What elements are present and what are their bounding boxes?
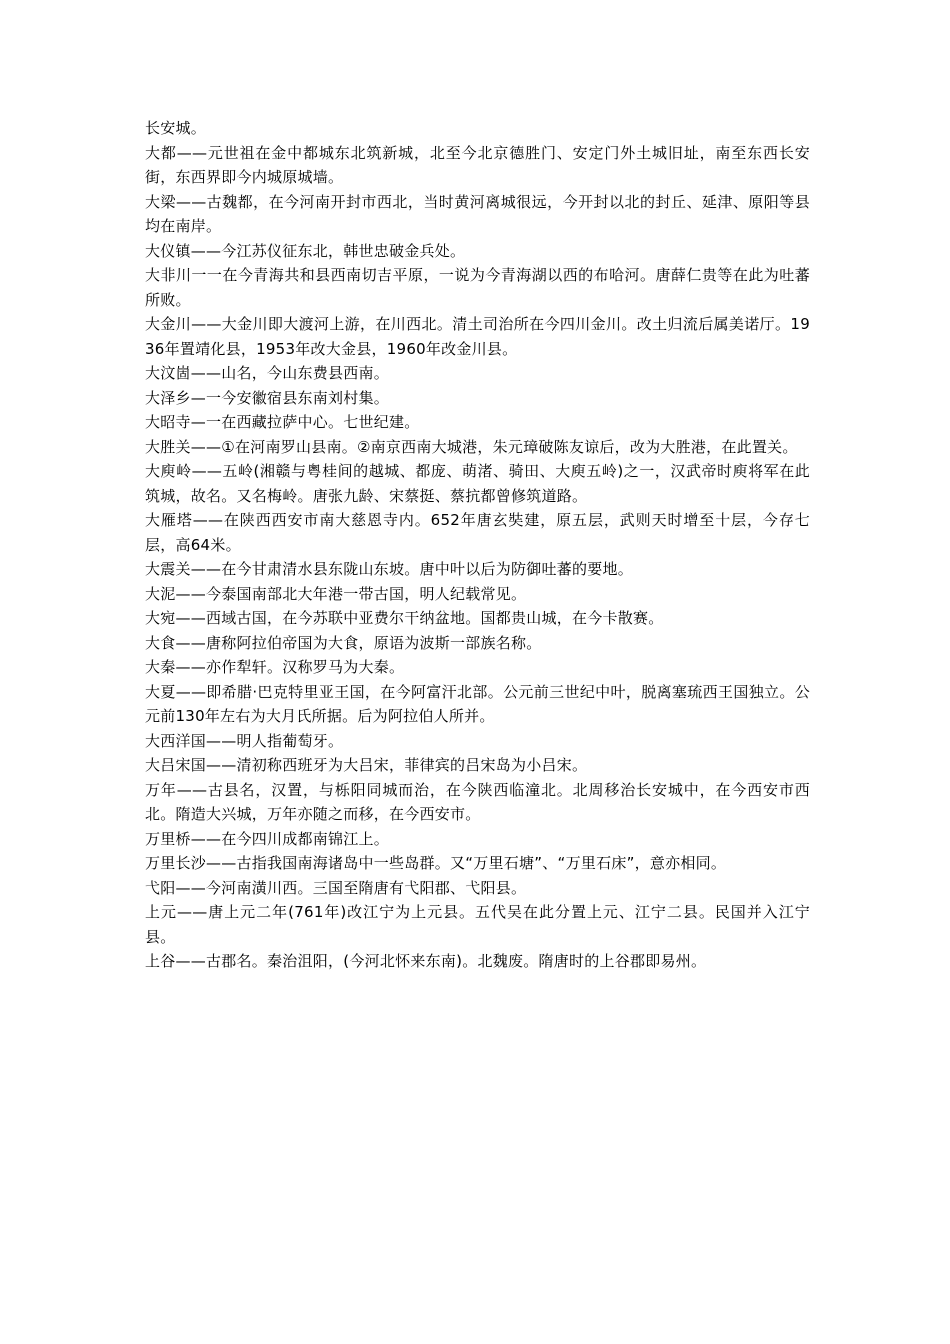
entry-dashi: 大食——唐称阿拉伯帝国为大食，原语为波斯一部族名称。 xyxy=(145,633,542,652)
paragraph-chang-an-cheng: 长安城。 xyxy=(145,119,207,137)
entry-dashengguan: 大胜关——①在河南罗山县南。②南京西南大城港，朱元璋破陈友谅后，改为大胜港，在此置关。 xyxy=(145,437,798,456)
entry-dadu: 大都——元世祖在金中都城东北筑新城，北至今北京德胜门、安定门外土城旧址，南至东西长安街，东西界即今内城原城墙。 xyxy=(145,143,810,186)
entry-wannian: 万年——古县名，汉置，与栎阳同城而治，在今陕西临潼北。北周移治长安城中，在今西安市西北。隋造大兴城，万年亦随之而移，在今西安市。 xyxy=(145,780,810,823)
document-body xyxy=(145,116,810,974)
entry-daqin: 大秦——亦作犁轩。汉称罗马为大秦。 xyxy=(145,658,405,676)
entry-dayizhen: 大仪镇——今江苏仪征东北，韩世忠破金兵处。 xyxy=(145,241,466,260)
entry-dayuan: 大宛——西域古国，在今苏联中亚费尔干纳盆地。国都贵山城，在今卡散赛。 xyxy=(145,609,664,627)
entry-dayanta: 大雁塔——在陕西西安市南大慈恩寺内。652年唐玄奘建，原五层，武则天时增至十层，今存七层，高64米。 xyxy=(145,511,810,554)
entry-dafeichuan: 大非川一一在今青海共和县西南切吉平原，一说为今青海湖以西的布哈河。唐薛仁贵等在此为吐蕃所败。 xyxy=(145,266,810,309)
entry-dayuling: 大庾岭——五岭(湘赣与粤桂间的越城、都庞、萌渚、骑田、大庾五岭)之一，汉武帝时庾将军在此筑城，故名。又名梅岭。唐张九龄、宋蔡挺、蔡抗都曾修筑道路。 xyxy=(145,462,810,505)
entry-shangyuan: 上元——唐上元二年(761年)改江宁为上元县。五代吴在此分置上元、江宁二县。民国并入江宁县。 xyxy=(145,903,810,946)
entry-dani: 大泥——今泰国南部北大年港一带古国，明人纪载常见。 xyxy=(145,584,527,603)
entry-daxiyangguo: 大西洋国——明人指葡萄牙。 xyxy=(145,731,344,750)
entry-dazhaosi: 大昭寺—一在西藏拉萨中心。七世纪建。 xyxy=(145,413,420,431)
entry-shanggu: 上谷——古郡名。秦治沮阳，(今河北怀来东南)。北魏废。隋唐时的上谷郡即易州。 xyxy=(145,952,707,970)
entry-daliang: 大梁——古魏都，在今河南开封市西北，当时黄河离城很远，今开封以北的封丘、延津、原阳等县均在南岸。 xyxy=(145,192,810,235)
entry-daxia: 大夏——即希腊·巴克特里亚王国，在今阿富汗北部。公元前三世纪中叶，脱离塞琉西王国独立。公元前130年左右为大月氏所据。后为阿拉伯人所并。 xyxy=(145,682,810,725)
entry-wanliqiao: 万里桥——在今四川成都南锦江上。 xyxy=(145,829,390,848)
entry-dajinchuan: 大金川——大金川即大渡河上游，在川西北。清土司治所在今四川金川。改土归流后属美诺厅。1936年置靖化县，1953年改大金县，1960年改金川县。 xyxy=(145,315,810,358)
entry-wanlichangsha: 万里长沙——古指我国南海诸岛中一些岛群。又“万里石塘”、“万里石床”，意亦相同。 xyxy=(145,854,727,872)
entry-dalvsongguo: 大吕宋国——清初称西班牙为大吕宋，菲律宾的吕宋岛为小吕宋。 xyxy=(145,756,588,774)
entry-dazexiang: 大泽乡—一今安徽宿县东南刘村集。 xyxy=(145,388,390,407)
entry-dazhenguan: 大震关——在今甘肃清水县东陇山东坡。唐中叶以后为防御吐蕃的要地。 xyxy=(145,560,634,578)
entry-yiyang: 弋阳——今河南潢川西。三国至隋唐有弋阳郡、弋阳县。 xyxy=(145,878,527,897)
entry-dawengu: 大汶崮——山名，今山东费县西南。 xyxy=(145,364,390,382)
